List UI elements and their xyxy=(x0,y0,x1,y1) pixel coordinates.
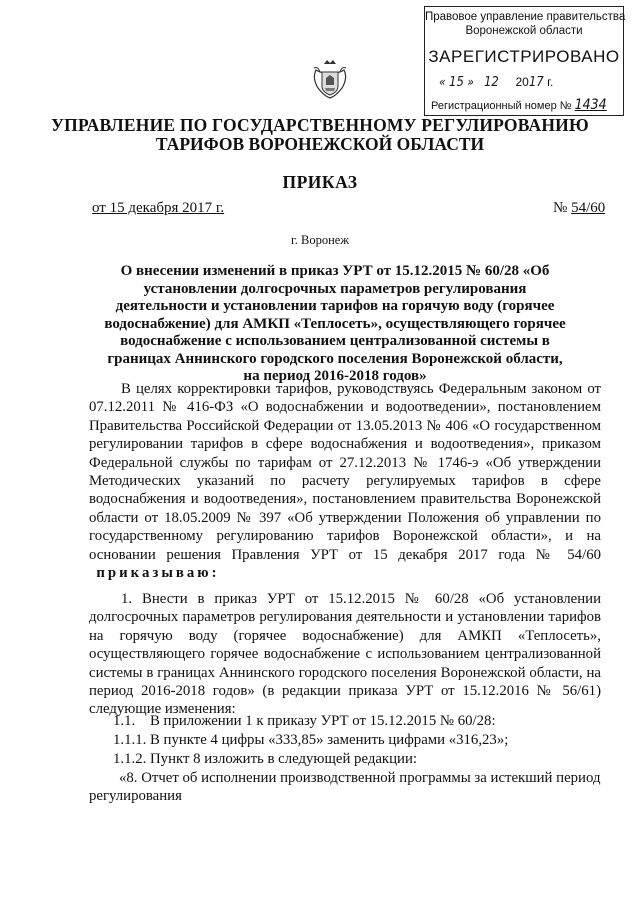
item-1-paragraph: 1. Внести в приказ УРТ от 15.12.2015 № 60/28 «Об установлении долгосрочных параметров регулирования деятельности и установлении тарифов на горячую воду (горячее водоснабжение) для АМКП «Теплосеть», осуществляющего горячее водоснабжение с использованием централизованной системы в границах Аннинского городского поселения Воронежской области, на период 2016-2018 годов» (в редакции приказа УРТ от 15.12.2016 № 56/61) следующие изменения: xyxy=(89,591,601,718)
document-number-prefix: № xyxy=(553,200,568,216)
stamp-date-month: 12 xyxy=(483,75,499,90)
stamp-date-day: 15 xyxy=(449,75,464,90)
item-1-1-1: 1.1.1. В пункте 4 цифры «333,85» заменить цифрами «316,23»; xyxy=(113,732,509,748)
document-city: г. Воронеж xyxy=(291,233,349,247)
agency-name-line2: ТАРИФОВ ВОРОНЕЖСКОЙ ОБЛАСТИ xyxy=(155,134,485,154)
stamp-date-open-quote: « xyxy=(439,75,446,89)
quoted-item-8: «8. Отчет об исполнении производственной программы за истекший период регулирования xyxy=(89,770,601,805)
stamp-date-mid-quote: » xyxy=(467,75,474,89)
agency-name-line1: УПРАВЛЕНИЕ ПО ГОСУДАРСТВЕННОМУ РЕГУЛИРОВАНИЮ xyxy=(51,115,589,135)
item-1-1-2: 1.1.2. Пункт 8 изложить в следующей редакции: xyxy=(113,751,417,767)
document-type: ПРИКАЗ xyxy=(282,172,358,192)
stamp-issuer-line2: Воронежской области xyxy=(465,25,583,37)
preamble-text: В целях корректировки тарифов, руководствуясь Федеральным законом от 07.12.2011 № 416-ФЗ «О водоснабжении и водоотведении», постановлением Правительства Российской Федерации от 13.05.2013 № 406 «О государственном регулировании тарифов в сфере водоснабжения и водоотведения», приказом Федеральной службы по тарифам от 27.12.2013 № 1746-э «Об утверждении Методических указаний по расчету регулируемых тарифов в сфере водоснабжения и водоотведения», постановлением правительства Воронежской области от 18.05.2009 № 397 «Об утверждении Положения об управлении по государственному регулированию тарифов Воронежской области», и на основании решения Правления УРТ от 15 декабря 2017 года № 54/60 xyxy=(89,381,601,563)
item-1-1: 1.1. В приложении 1 к приказу УРТ от 15.12.2015 № 60/28: xyxy=(113,713,496,729)
stamp-date-year-suffix: 17 xyxy=(528,75,544,90)
document-number-value: 54/60 xyxy=(571,200,606,216)
stamp-reg-number: 1434 xyxy=(574,97,607,113)
document-number xyxy=(553,200,605,217)
stamp-registration-number xyxy=(431,97,621,113)
coat-of-arms-icon xyxy=(310,58,350,102)
registration-stamp xyxy=(424,6,624,116)
preamble-action: приказываю: xyxy=(96,565,220,582)
stamp-issuer-line1: Правовое управление правительства xyxy=(425,11,626,23)
stamp-date-year-end: г. xyxy=(547,75,554,89)
document-date: от 15 декабря 2017 г. xyxy=(92,200,225,216)
document-title: О внесении изменений в приказ УРТ от 15.12.2015 № 60/28 «Об установлении долгосрочных параметров регулирования деятельности и установлении тарифов на горячую воду (горячее водоснабжение) для АМКП «Теплосеть», осуществляющего горячее водоснабжение с использованием централизованной системы в границах Аннинского городского поселения Воронежской области, на период 2016-2018 годов» xyxy=(104,263,566,384)
stamp-date xyxy=(439,75,609,90)
stamp-reg-label: Регистрационный номер № xyxy=(431,100,572,112)
stamp-date-year-prefix: 20 xyxy=(515,75,529,89)
stamp-registered-label: ЗАРЕГИСТРИРОВАНО xyxy=(428,47,620,66)
preamble-paragraph xyxy=(89,380,601,582)
